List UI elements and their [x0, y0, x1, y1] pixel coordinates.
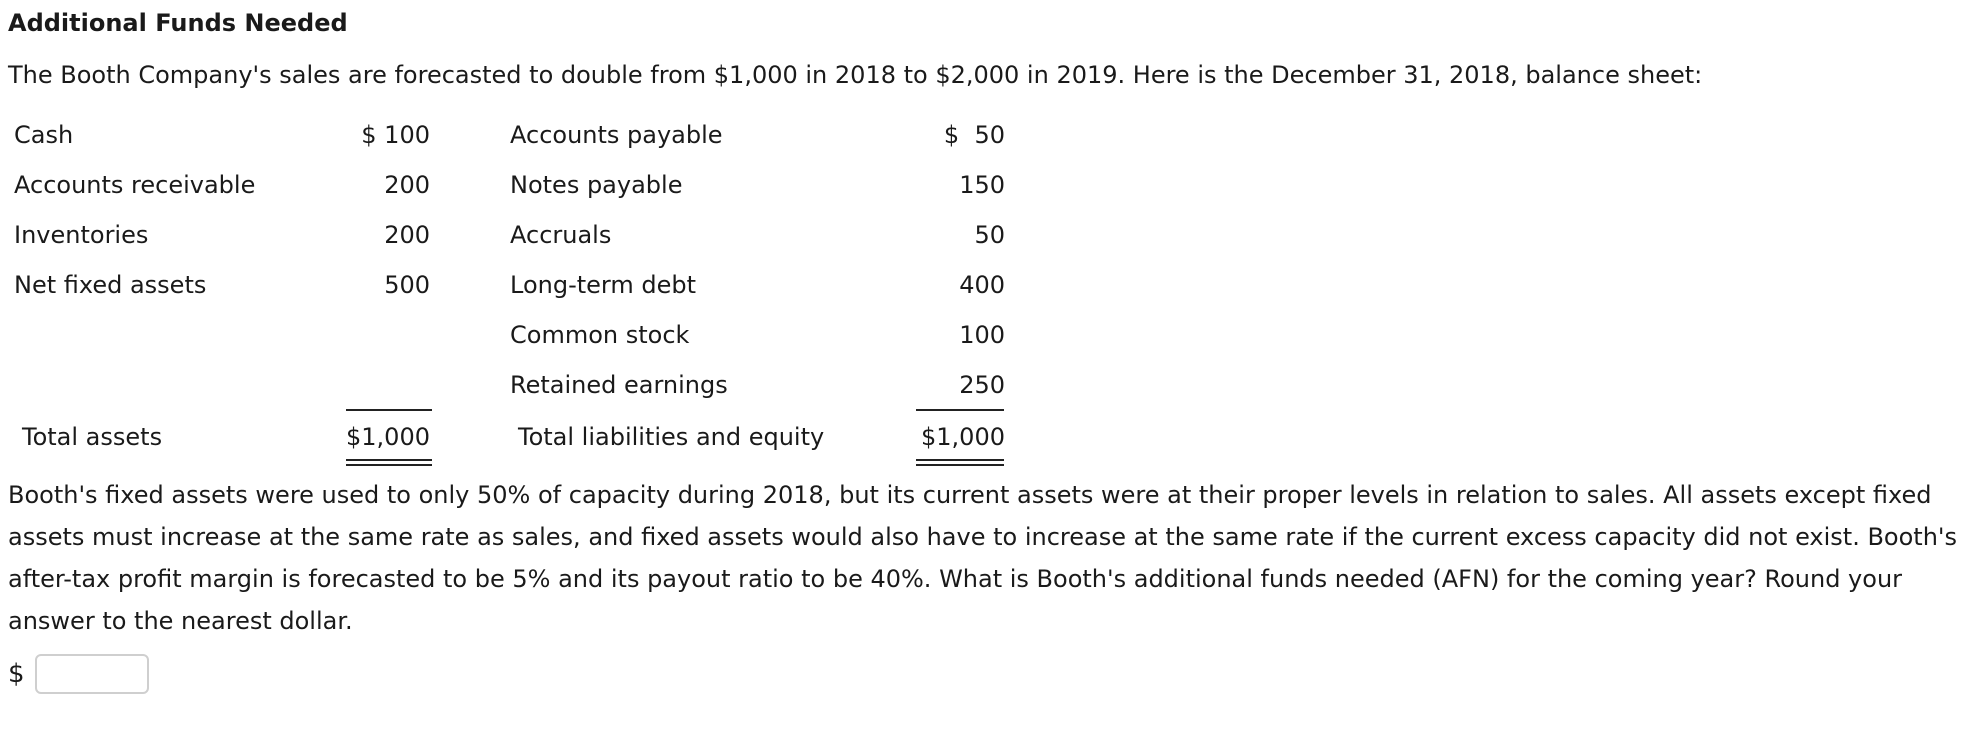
afn-answer-input[interactable]: [35, 654, 149, 694]
liability-label-long-term-debt: Long-term debt: [510, 271, 697, 299]
liability-label-retained-earnings: Retained earnings: [510, 371, 728, 399]
answer-row: [8, 650, 149, 698]
problem-title: Additional Funds Needed: [8, 9, 348, 37]
liability-value-common-stock: 100: [959, 321, 1005, 349]
asset-value-cash: $ 100: [361, 121, 430, 149]
asset-label-inventories: Inventories: [14, 221, 149, 249]
asset-value-net-fixed: 500: [384, 271, 430, 299]
total-liabilities-value: $1,000: [921, 423, 1005, 451]
asset-value-inventories: 200: [384, 221, 430, 249]
total-liabilities-double-rule: [916, 459, 1004, 466]
liability-value-accounts-payable: $ 50: [943, 121, 1005, 149]
liability-value-retained-earnings: 250: [959, 371, 1005, 399]
liability-label-accounts-payable: Accounts payable: [510, 121, 723, 149]
total-assets-label: Total assets: [22, 423, 163, 451]
asset-label-net-fixed: Net fixed assets: [14, 271, 207, 299]
question-text: Booth's fixed assets were used to only 50% of capacity during 2018, but its current assets were at their proper levels in relation to sales. All assets except fixed assets must increase at the same rate as sales, and fixed assets would also have to increase at the same rate if the current excess capacity did not exist. Booth's after-tax profit margin is forecasted to be 5% and its payout ratio to be 40%. What is Booth's additional funds needed (AFN) for the coming year? Round your answer to the nearest dollar.: [8, 481, 1958, 635]
liability-value-accruals: 50: [974, 221, 1005, 249]
total-assets-double-rule: [346, 459, 432, 466]
liability-label-notes-payable: Notes payable: [510, 171, 683, 199]
assets-subtotal-rule: [346, 409, 432, 411]
currency-symbol: $: [8, 659, 25, 689]
total-liabilities-label: Total liabilities and equity: [518, 423, 825, 451]
total-assets-value: $1,000: [346, 423, 430, 451]
problem-intro: The Booth Company's sales are forecasted to double from $1,000 in 2018 to $2,000 in 2019. Here is the December 31, 2018, balance sheet:: [8, 61, 1703, 89]
liability-value-notes-payable: 150: [959, 171, 1005, 199]
liability-label-accruals: Accruals: [510, 221, 612, 249]
asset-label-cash: Cash: [14, 121, 74, 149]
asset-label-receivables: Accounts receivable: [14, 171, 256, 199]
liabilities-subtotal-rule: [916, 409, 1004, 411]
asset-value-receivables: 200: [384, 171, 430, 199]
liability-label-common-stock: Common stock: [510, 321, 690, 349]
liability-value-long-term-debt: 400: [959, 271, 1005, 299]
